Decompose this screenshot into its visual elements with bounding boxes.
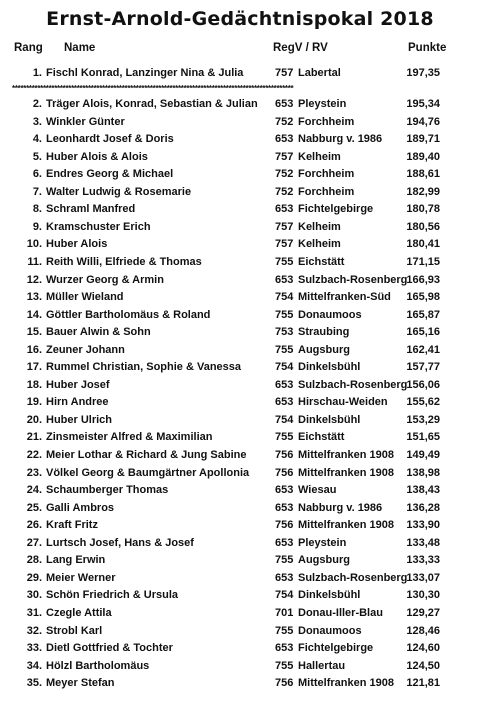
- participant-name: Meyer Stefan: [46, 677, 115, 690]
- points: 182,99: [406, 185, 440, 198]
- region-code: 653: [275, 378, 294, 391]
- participant-name: Kramschuster Erich: [46, 220, 151, 233]
- table-row: [0, 446, 480, 464]
- participant-name: Czegle Attila: [46, 606, 112, 619]
- points: 188,61: [406, 168, 440, 181]
- region-code: 653: [275, 98, 294, 110]
- region-code: 755: [275, 624, 294, 637]
- winner-row: [0, 64, 480, 82]
- club-name: Augsburg: [298, 343, 350, 356]
- rank: 6.: [32, 168, 42, 181]
- table-row: [0, 235, 480, 253]
- table-row: [0, 657, 480, 675]
- points: 149,49: [406, 449, 440, 461]
- club-name: Sulzbach-Rosenberg: [298, 273, 408, 286]
- column-headers: [0, 42, 480, 58]
- participant-name: Huber Alois: [46, 238, 108, 251]
- rank: 16.: [26, 343, 42, 356]
- region-code: 756: [275, 519, 294, 532]
- rank: 8.: [32, 203, 42, 216]
- rank: 29.: [26, 571, 42, 584]
- club-name: Pleystein: [298, 536, 347, 549]
- points: 157,77: [406, 361, 440, 374]
- participant-name: Leonhardt Josef & Doris: [46, 133, 174, 146]
- table-row: [0, 113, 480, 131]
- points: 121,81: [406, 677, 440, 690]
- club-name: Mittelfranken 1908: [298, 677, 394, 690]
- participant-name: Huber Josef: [46, 378, 110, 391]
- region-code: 752: [275, 115, 294, 128]
- participant-name: Bauer Alwin & Sohn: [46, 326, 151, 339]
- participant-name: Kraft Fritz: [46, 519, 98, 532]
- club-name: Fichtelgebirge: [298, 642, 374, 655]
- rank: 31.: [26, 606, 42, 619]
- region-code: 653: [275, 396, 294, 409]
- table-row: [0, 165, 480, 183]
- club-name: Hallertau: [298, 659, 346, 672]
- table-row: [0, 586, 480, 604]
- club-name: Eichstätt: [298, 255, 345, 268]
- participant-name: Schraml Manfred: [46, 203, 136, 216]
- region-code: 755: [275, 431, 294, 444]
- points: 165,87: [406, 308, 440, 321]
- region-code: 653: [275, 536, 294, 549]
- region-code: 653: [275, 273, 294, 286]
- points: 133,90: [406, 519, 440, 532]
- club-name: Pleystein: [298, 98, 347, 110]
- rank: 23.: [26, 466, 42, 479]
- club-name: Sulzbach-Rosenberg: [298, 378, 408, 391]
- table-row: [0, 130, 480, 148]
- region-code: 754: [275, 413, 294, 426]
- table-row: [0, 183, 480, 201]
- points: 195,34: [406, 98, 440, 110]
- table-row: [0, 639, 480, 657]
- participant-name: Lurtsch Josef, Hans & Josef: [46, 536, 194, 549]
- header-regv-rv: RegV / RV: [273, 42, 328, 54]
- rank: 2.: [32, 98, 42, 110]
- rank: 15.: [26, 326, 42, 339]
- region-code: 754: [275, 589, 294, 602]
- region-code: 755: [275, 554, 294, 567]
- participant-name: Träger Alois, Konrad, Sebastian & Julian: [46, 98, 258, 110]
- rank: 34.: [26, 659, 42, 672]
- region-code: 752: [275, 185, 294, 198]
- points: 151,65: [406, 431, 440, 444]
- region-code: 755: [275, 308, 294, 321]
- club-name: Forchheim: [298, 168, 355, 181]
- rank: 27.: [26, 536, 42, 549]
- table-row: [0, 306, 480, 324]
- region-code: 754: [275, 361, 294, 374]
- table-row: [0, 288, 480, 306]
- club-name: Kelheim: [298, 150, 341, 163]
- rank: 25.: [26, 501, 42, 514]
- participant-name: Meier Lothar & Richard & Jung Sabine: [46, 449, 247, 461]
- table-row: [0, 323, 480, 341]
- table-row: [0, 604, 480, 622]
- region-code: 653: [275, 571, 294, 584]
- table-row: [0, 358, 480, 376]
- participant-name: Huber Ulrich: [46, 413, 113, 426]
- club-name: Augsburg: [298, 554, 350, 567]
- club-name: Eichstätt: [298, 431, 345, 444]
- participant-name: Hölzl Bartholomäus: [46, 659, 150, 672]
- region-code: 753: [275, 326, 294, 339]
- rank: 13.: [26, 291, 42, 304]
- region-code: 757: [275, 238, 294, 251]
- table-row: [0, 411, 480, 429]
- rank: 28.: [26, 554, 42, 567]
- header-rang: Rang: [14, 42, 43, 54]
- table-row: [0, 148, 480, 166]
- points: 138,43: [406, 484, 440, 497]
- club-name: Forchheim: [298, 115, 355, 128]
- points: 124,60: [406, 642, 440, 655]
- points: 153,29: [406, 413, 440, 426]
- region-code: 701: [275, 606, 294, 619]
- document-title: Ernst-Arnold-Gedächtnispokal 2018: [46, 8, 434, 30]
- points: 133,48: [406, 536, 440, 549]
- points: 155,62: [406, 396, 440, 409]
- participant-name: Galli Ambros: [46, 501, 115, 514]
- club-name: Kelheim: [298, 238, 341, 251]
- rank: 4.: [32, 133, 42, 146]
- region-code: 757: [275, 220, 294, 233]
- participant-name: Schön Friedrich & Ursula: [46, 589, 179, 602]
- participant-name: Dietl Gottfried & Tochter: [46, 642, 173, 655]
- participant-name: Fischl Konrad, Lanzinger Nina & Julia: [46, 67, 244, 79]
- table-row: [0, 516, 480, 534]
- participant-name: Winkler Günter: [46, 115, 125, 128]
- region-code: 755: [275, 255, 294, 268]
- rank: 35.: [26, 677, 42, 690]
- rank: 3.: [32, 115, 42, 128]
- points: 165,16: [406, 326, 440, 339]
- rank: 14.: [26, 308, 42, 321]
- club-name: Donaumoos: [298, 308, 362, 321]
- table-row: [0, 218, 480, 236]
- table-row: [0, 428, 480, 446]
- club-name: Labertal: [298, 67, 341, 79]
- table-row: [0, 271, 480, 289]
- club-name: Nabburg v. 1986: [298, 501, 383, 514]
- region-code: 653: [275, 501, 294, 514]
- region-code: 755: [275, 343, 294, 356]
- table-row: [0, 499, 480, 517]
- participant-name: Walter Ludwig & Rosemarie: [46, 185, 192, 198]
- table-row: [0, 253, 480, 271]
- participant-name: Müller Wieland: [46, 291, 124, 304]
- region-code: 754: [275, 291, 294, 304]
- region-code: 755: [275, 659, 294, 672]
- table-row: [0, 551, 480, 569]
- club-name: Mittelfranken 1908: [298, 466, 394, 479]
- club-name: Forchheim: [298, 185, 355, 198]
- club-name: Wiesau: [298, 484, 337, 497]
- participant-name: Schaumberger Thomas: [46, 484, 169, 497]
- club-name: Donau-Iller-Blau: [298, 606, 383, 619]
- points: 130,30: [406, 589, 440, 602]
- table-row: [0, 200, 480, 218]
- participant-name: Reith Willi, Elfriede & Thomas: [46, 255, 202, 268]
- participant-name: Lang Erwin: [46, 554, 106, 567]
- points: 180,56: [406, 220, 440, 233]
- region-code: 756: [275, 466, 294, 479]
- region-code: 653: [275, 642, 294, 655]
- club-name: Mittelfranken-Süd: [298, 291, 391, 304]
- rank: 21.: [26, 431, 42, 444]
- club-name: Mittelfranken 1908: [298, 519, 394, 532]
- asterisk-separator: ****************************************************************************************************: [12, 84, 294, 93]
- rank: 26.: [26, 519, 42, 532]
- participant-name: Strobl Karl: [46, 624, 103, 637]
- points: 129,27: [406, 606, 440, 619]
- club-name: Donaumoos: [298, 624, 362, 637]
- rank: 7.: [32, 185, 42, 198]
- table-row: [0, 569, 480, 587]
- points: 156,06: [406, 378, 440, 391]
- club-name: Straubing: [298, 326, 350, 339]
- rank: 22.: [26, 449, 42, 461]
- table-row: [0, 674, 480, 692]
- table-row: [0, 622, 480, 640]
- club-name: Hirschau-Weiden: [298, 396, 388, 409]
- participant-name: Wurzer Georg & Armin: [46, 273, 164, 286]
- club-name: Kelheim: [298, 220, 341, 233]
- region-code: 756: [275, 449, 294, 461]
- region-code: 653: [275, 133, 294, 146]
- region-code: 752: [275, 168, 294, 181]
- rank: 9.: [32, 220, 42, 233]
- participant-name: Zinsmeister Alfred & Maximilian: [46, 431, 213, 444]
- table-row: [0, 376, 480, 394]
- participant-name: Völkel Georg & Baumgärtner Apollonia: [46, 466, 250, 479]
- points: 189,71: [406, 133, 440, 146]
- participant-name: Göttler Bartholomäus & Roland: [46, 308, 211, 321]
- club-name: Sulzbach-Rosenberg: [298, 571, 408, 584]
- points: 133,07: [406, 571, 440, 584]
- rank: 17.: [26, 361, 42, 374]
- table-row: [0, 393, 480, 411]
- club-name: Nabburg v. 1986: [298, 133, 383, 146]
- table-row: [0, 341, 480, 359]
- club-name: Dinkelsbühl: [298, 413, 361, 426]
- header-punkte: Punkte: [408, 42, 447, 54]
- table-row: [0, 464, 480, 482]
- points: 133,33: [406, 554, 440, 567]
- rank: 18.: [26, 378, 42, 391]
- participant-name: Zeuner Johann: [46, 343, 125, 356]
- table-row: [0, 534, 480, 552]
- rank: 20.: [26, 413, 42, 426]
- region-code: 757: [275, 67, 294, 79]
- header-name: Name: [64, 42, 96, 54]
- points: 138,98: [406, 466, 440, 479]
- points: 194,76: [406, 115, 440, 128]
- points: 166,93: [406, 273, 440, 286]
- points: 180,41: [406, 238, 440, 251]
- region-code: 653: [275, 203, 294, 216]
- club-name: Dinkelsbühl: [298, 361, 361, 374]
- points: 124,50: [406, 659, 440, 672]
- club-name: Mittelfranken 1908: [298, 449, 394, 461]
- rank: 5.: [32, 150, 42, 163]
- rank: 33.: [26, 642, 42, 655]
- table-row: [0, 95, 480, 113]
- rank: 11.: [27, 255, 42, 268]
- rank: 12.: [26, 273, 42, 286]
- points: 136,28: [406, 501, 440, 514]
- rank: 1.: [32, 67, 42, 79]
- club-name: Dinkelsbühl: [298, 589, 361, 602]
- points: 189,40: [406, 150, 440, 163]
- region-code: 653: [275, 484, 294, 497]
- points: 171,15: [406, 255, 440, 268]
- points: 128,46: [406, 624, 440, 637]
- rank: 10.: [26, 238, 42, 251]
- participant-name: Rummel Christian, Sophie & Vanessa: [46, 361, 242, 374]
- participant-name: Endres Georg & Michael: [46, 168, 174, 181]
- region-code: 756: [275, 677, 294, 690]
- rank: 32.: [26, 624, 42, 637]
- participant-name: Huber Alois & Alois: [46, 150, 148, 163]
- points: 162,41: [406, 343, 440, 356]
- rank: 19.: [26, 396, 42, 409]
- club-name: Fichtelgebirge: [298, 203, 374, 216]
- participant-name: Meier Werner: [46, 571, 116, 584]
- points: 180,78: [406, 203, 440, 216]
- points: 197,35: [406, 67, 440, 79]
- table-row: [0, 481, 480, 499]
- points: 165,98: [406, 291, 440, 304]
- participant-name: Hirn Andree: [46, 396, 109, 409]
- rank: 24.: [26, 484, 42, 497]
- rank: 30.: [26, 589, 42, 602]
- region-code: 757: [275, 150, 294, 163]
